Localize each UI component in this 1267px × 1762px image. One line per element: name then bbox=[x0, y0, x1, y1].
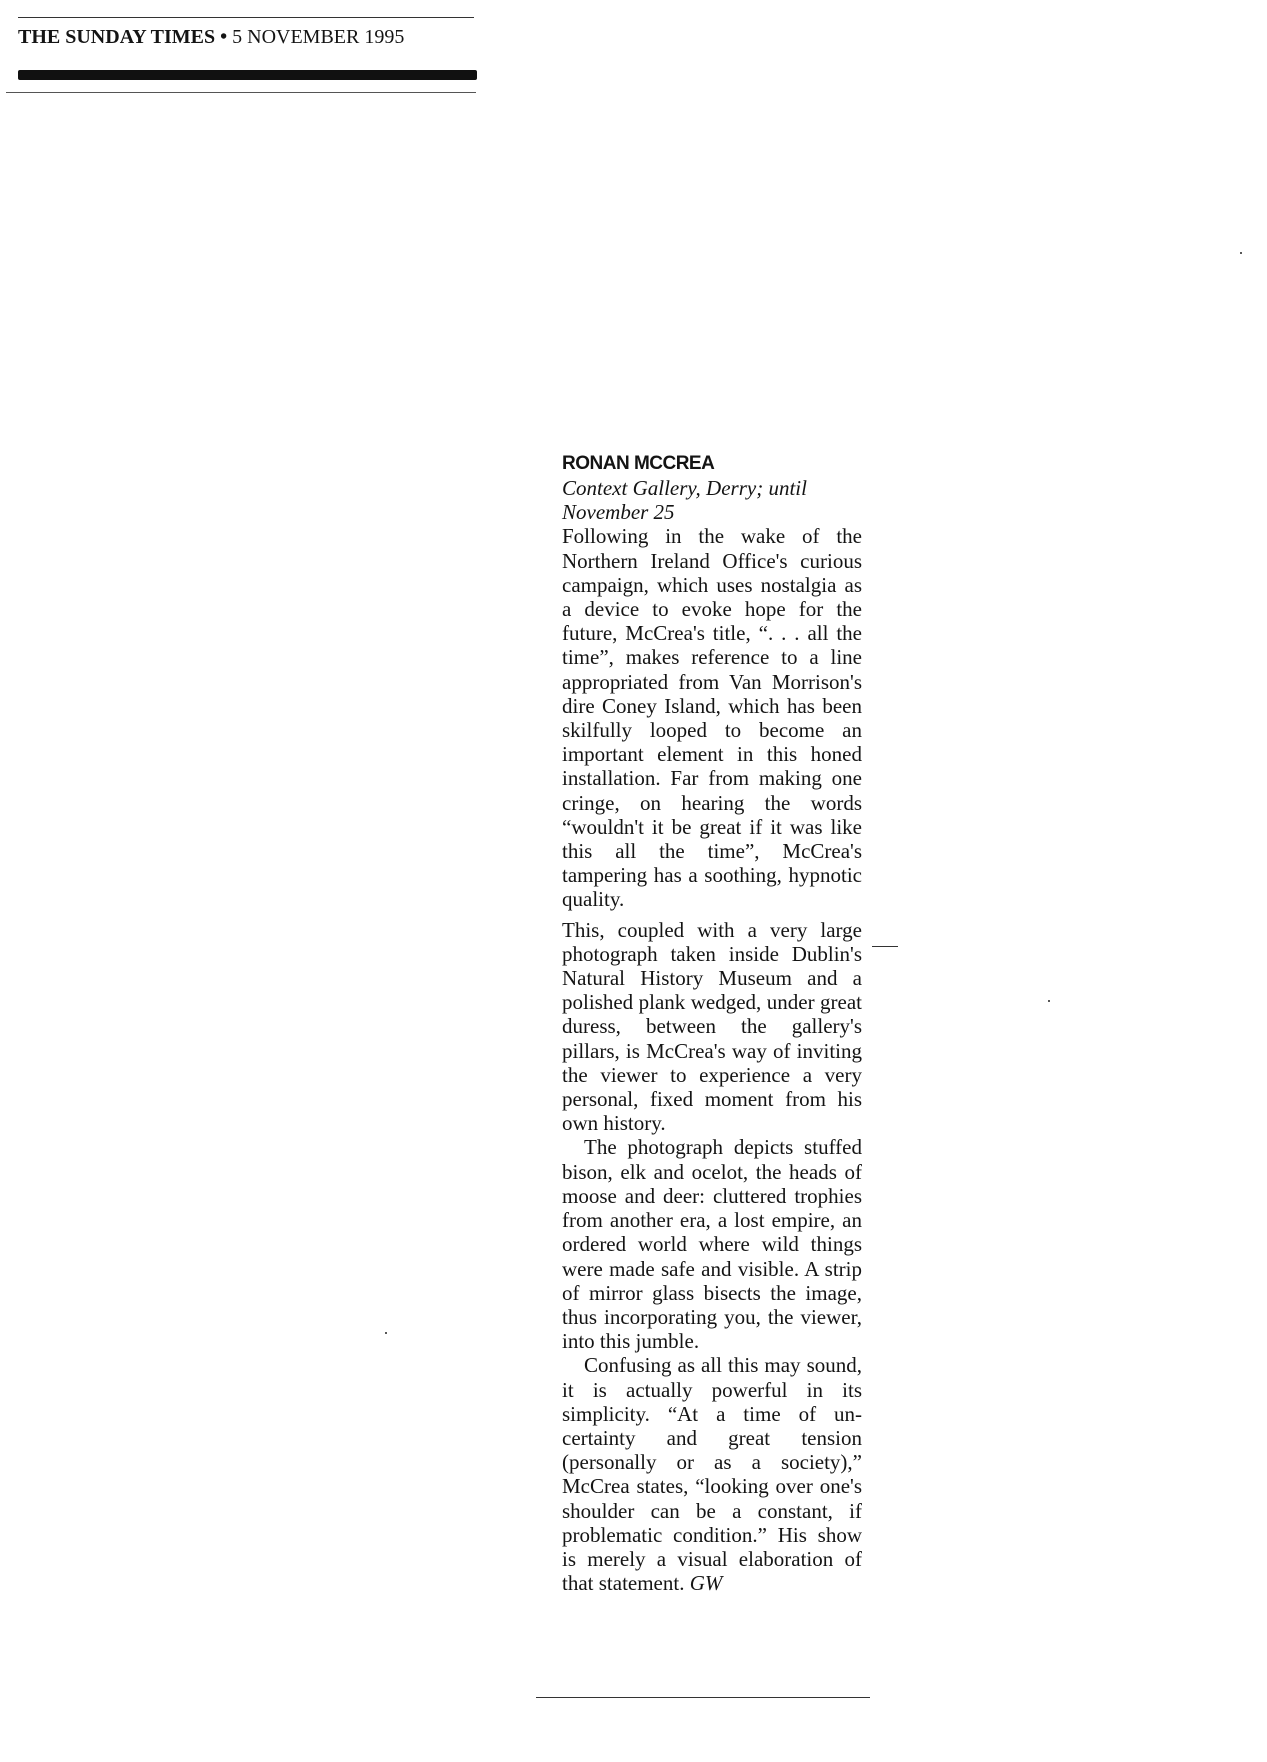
publication-date: 5 NOVEMBER 1995 bbox=[232, 26, 405, 48]
scan-speck bbox=[1240, 252, 1242, 254]
article-venue: Context Gallery, Derry; until November 25 bbox=[562, 476, 807, 525]
scan-speck bbox=[1048, 1000, 1050, 1002]
masthead-separator: • bbox=[220, 26, 228, 48]
masthead bbox=[18, 26, 404, 49]
article-paragraph-1: Following in the wake of the Northern Ireland Office's curious campaign, which uses nostalgia as a device to evoke hope for the future, McCrea's title, “. . . all the time”, makes reference to a line appropriated from Van Morrison's dire Coney Island, which has been skilfully looped to become an important element in this honed installation. Far from making one cringe, on hearing the words “wouldn't it be great if it was like this all the time”, McCrea's tampering has a soothing, hypnotic quality. bbox=[562, 524, 862, 912]
masthead-thick-rule bbox=[18, 70, 477, 80]
review-article bbox=[562, 452, 862, 1595]
masthead-thin-rule bbox=[6, 92, 476, 93]
article-paragraph-2: This, coupled with a very large photograph taken inside Dublin's Natural History Museum and a polished plank wedged, under great duress, between the gallery's pillars, is McCrea's way of inviting the viewer to experience a very personal, fixed moment from his own history. bbox=[562, 917, 862, 1136]
article-end-rule bbox=[536, 1697, 870, 1698]
article-headline: RONAN MCCREA bbox=[562, 453, 715, 474]
article-paragraph-3: The photograph depicts stuffed bison, elk and ocelot, the heads of moose and deer: cluttered trophies from another era, a lost empire, an ordered world where wild things were made safe and visible. A strip of mirror glass bisects the image, thus incorporating you, the viewer, into this jumble. bbox=[562, 1135, 862, 1354]
publication-name: THE SUNDAY TIMES bbox=[18, 26, 216, 48]
article-paragraph-4-text: Confusing as all this may sound, it is actually powerful in its simplicity. “At a time of uncertainty and great tension (personally or as a society),” McCrea states, “looking over one's shoulder can be a constant, if problematic condition.” His show is merely a visual elaboration of that statement. bbox=[562, 1353, 862, 1596]
top-rule bbox=[18, 17, 474, 18]
author-initials: GW bbox=[689, 1571, 723, 1596]
margin-mark bbox=[872, 946, 898, 947]
article-paragraph-4 bbox=[562, 1353, 862, 1595]
scan-speck bbox=[385, 1332, 387, 1334]
